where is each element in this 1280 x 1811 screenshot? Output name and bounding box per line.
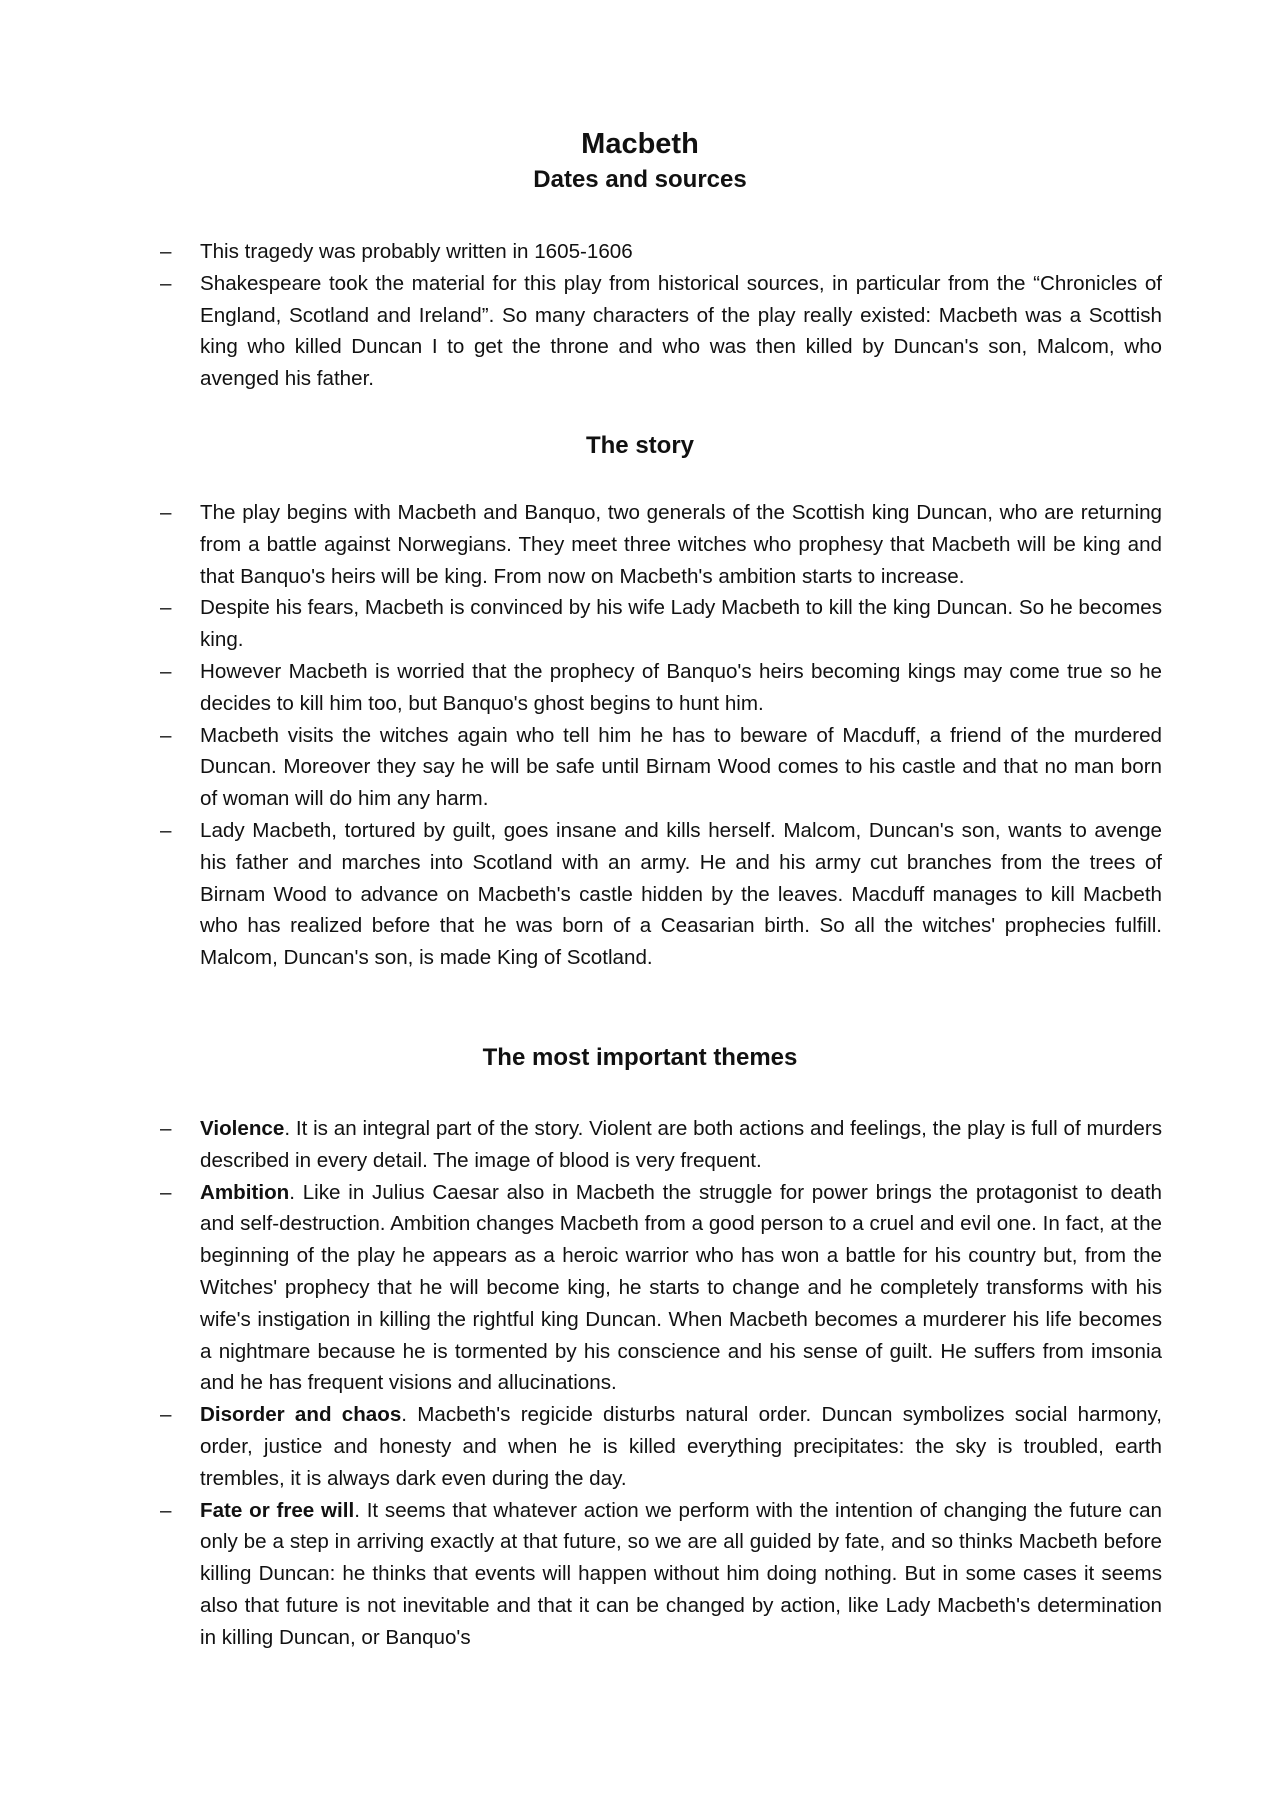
dash-bullet: – [160, 1180, 172, 1204]
list-item [160, 1113, 1162, 1177]
item-text: . Like in Julius Caesar also in Macbeth the struggle for power brings the protagonist to death and self-destruction. Ambition changes Macbeth from a good person to a cruel and evil one. In fact, at the beginning of the play he appears as a heroic warrior who has won a battle for his country but, from the Witches' prophecy that he will become king, he starts to change and he completely transforms with his wife's instigation in killing the rightful king Duncan. When Macbeth becomes a murderer his life becomes a nightmare because he is tormented by his conscience and his sense of guilt. He suffers from imsonia and he has frequent visions and allucinations. [200, 1180, 1162, 1395]
dash-bullet: – [160, 1117, 172, 1140]
story-list [160, 497, 1162, 974]
item-text: . Macbeth's regicide disturbs natural order. Duncan symbolizes social harmony, order, justice and honesty and when he is killed everything precipitates: the sky is troubled, earth trembles, it is always dark even during the day. [200, 1403, 1162, 1490]
item-text: . It seems that whatever action we perform with the intention of changing the future can only be a step in arriving exactly at that future, so we are all guided by fate, and so thinks Macbeth before killing Duncan: he thinks that events will happen without him doing nothing. But in some cases it seems also that future is not inevitable and that it can be changed by action, like Lady Macbeth's determination in killing Duncan, or Banquo's [200, 1498, 1162, 1649]
dash-bullet: – [160, 818, 172, 842]
document-title: Macbeth [581, 128, 699, 160]
section-heading-dates-and-sources: Dates and sources [533, 166, 747, 193]
item-text: . It is an integral part of the story. Violent are both actions and feelings, the play is full of murders described in every detail. The image of blood is very frequent. [200, 1117, 1162, 1172]
list-item [160, 1495, 1162, 1654]
list-item [160, 236, 1162, 268]
theme-term: Fate or free will [200, 1498, 355, 1522]
dash-bullet: – [160, 1403, 172, 1427]
item-text: However Macbeth is worried that the prophecy of Banquo's heirs becoming kings may come true so he decides to kill him too, but Banquo's ghost begins to hunt him. [200, 659, 1162, 715]
section-heading-the-story: The story [585, 432, 695, 459]
item-text: Despite his fears, Macbeth is convinced by his wife Lady Macbeth to kill the king Duncan. So he becomes king. [200, 596, 1162, 652]
list-item [160, 1399, 1162, 1494]
list-item [160, 268, 1162, 395]
dash-bullet: – [160, 659, 172, 683]
dash-bullet: – [160, 1498, 172, 1522]
dates-and-sources-list [160, 236, 1162, 395]
dash-bullet: – [160, 596, 172, 620]
list-item [160, 815, 1162, 974]
list-item [160, 497, 1162, 592]
themes-list [160, 1113, 1162, 1654]
dash-bullet: – [160, 723, 172, 747]
list-item [160, 1177, 1162, 1400]
section-heading-themes: The most important themes [482, 1044, 798, 1071]
theme-term: Ambition [200, 1180, 290, 1204]
item-text: Shakespeare took the material for this play from historical sources, in particular from the “Chronicles of England, Scotland and Ireland”. So many characters of the play really existed: Macbeth was a Scottish king who killed Duncan I to get the throne and who was then killed by Duncan's son, Malcom, who avenged his father. [200, 271, 1162, 391]
item-text: Macbeth visits the witches again who tell him he has to beware of Macduff, a friend of the murdered Duncan. Moreover they say he will be safe until Birnam Wood comes to his castle and that no man born of woman will do him any harm. [200, 723, 1162, 811]
item-text: The play begins with Macbeth and Banquo, two generals of the Scottish king Duncan, who are returning from a battle against Norwegians. They meet three witches who prophesy that Macbeth will be king and that Banquo's heirs will be king. From now on Macbeth's ambition starts to increase. [200, 501, 1162, 588]
list-item [160, 656, 1162, 720]
theme-term: Disorder and chaos [200, 1403, 402, 1427]
item-text: This tragedy was probably written in 1605-1606 [200, 240, 633, 263]
list-item [160, 720, 1162, 815]
dash-bullet: – [160, 501, 172, 524]
item-text: Lady Macbeth, tortured by guilt, goes insane and kills herself. Malcom, Duncan's son, wants to avenge his father and marches into Scotland with an army. He and his army cut branches from the trees of Birnam Wood to advance on Macbeth's castle hidden by the leaves. Macduff manages to kill Macbeth who has realized before that he was born of a Ceasarian birth. So all the witches' prophecies fulfill. Malcom, Duncan's son, is made King of Scotland. [200, 818, 1162, 970]
list-item [160, 592, 1162, 656]
dash-bullet: – [160, 240, 172, 263]
dash-bullet: – [160, 271, 172, 295]
theme-term: Violence [200, 1117, 285, 1140]
